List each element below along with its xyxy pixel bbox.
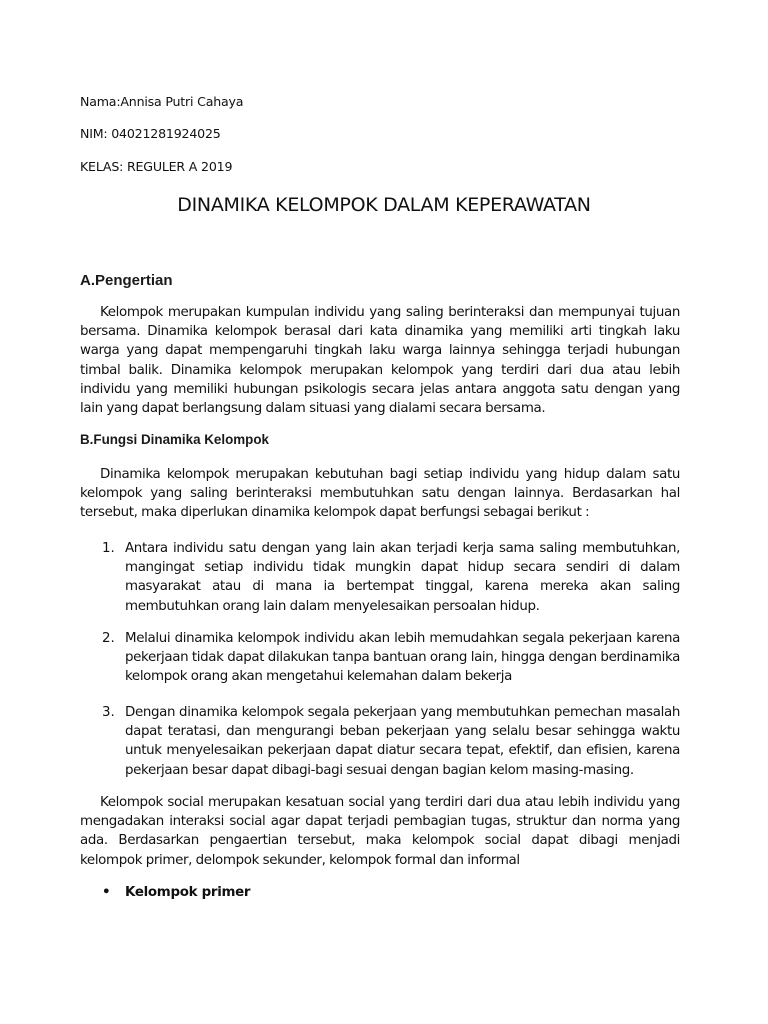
list-number: 2.: [102, 631, 115, 646]
section-b-closing: Kelompok social merupakan kesatuan social yang terdiri dari dua atau lebih individu yang mengadakan interaksi social agar dapat terjadi pembagian tugas, struktur dan norma yang ada. Berdasarkan pengaertian tersebut, maka kelompok social dapat dibagi menjadi kelompok primer, delompok sekunder, kelompok formal dan informal: [80, 795, 680, 868]
section-a-heading: A.Pengertian: [80, 272, 173, 289]
student-name: Nama:Annisa Putri Cahaya: [80, 94, 244, 109]
bullet-symbol: •: [102, 885, 111, 900]
student-nim: NIM: 04021281924025: [80, 126, 221, 141]
list-text: Melalui dinamika kelompok individu akan lebih memudahkan segala pekerjaan karena pekerjaan tidak dapat dilakukan tanpa bantuan orang lain, hingga dengan berdinamika kelompok orang akan mengetahui kelemahan dalam bekerja: [125, 631, 680, 685]
section-b-heading: B.Fungsi Dinamika Kelompok: [80, 432, 269, 447]
bullet-kelompok-primer: Kelompok primer: [125, 885, 251, 900]
student-class: KELAS: REGULER A 2019: [80, 159, 233, 174]
section-b-intro: Dinamika kelompok merupakan kebutuhan bagi setiap individu yang hidup dalam satu kelompok yang saling berinteraksi membutuhkan satu dengan lainnya. Berdasarkan hal tersebut, maka diperlukan dinamika kelompok dapat berfungsi sebagai berikut :: [80, 467, 680, 521]
list-number: 3.: [102, 705, 115, 720]
section-a-paragraph: Kelompok merupakan kumpulan individu yang saling berinteraksi dan mempunyai tujuan bersama. Dinamika kelompok berasal dari kata dinamika yang memiliki arti tingkah laku warga yang dapat mempengaruhi tingkah laku warga lainnya sehingga terjadi hubungan timbal balik. Dinamika kelompok merupakan kelompok yang terdiri dari dua atau lebih individu yang memiliki hubungan psikologis secara jelas antara anggota satu dengan yang lain yang dapat berlangsung dalam situasi yang dialami secara bersama.: [80, 305, 680, 417]
list-text: Antara individu satu dengan yang lain akan terjadi kerja sama saling membutuhkan, mangingat setiap individu tidak mungkin dapat hidup secara sendiri di dalam masyarakat atau di mana ia bertempat tinggal, karena mereka akan saling membutuhkan orang lain dalam menyelesaikan persoalan hidup.: [125, 541, 680, 614]
list-number: 1.: [102, 541, 115, 556]
list-text: Dengan dinamika kelompok segala pekerjaan yang membutuhkan pemechan masalah dapat teratasi, dan mengurangi beban pekerjaan yang selalu besar sehingga waktu untuk menyelesaikan pekerjaan dapat diatur secara tepat, efektif, dan efisien, karena pekerjaan besar dapat dibagi-bagi sesuai dengan bagian kelom masing-masing.: [125, 705, 680, 778]
document-title: DINAMIKA KELOMPOK DALAM KEPERAWATAN: [177, 194, 591, 216]
